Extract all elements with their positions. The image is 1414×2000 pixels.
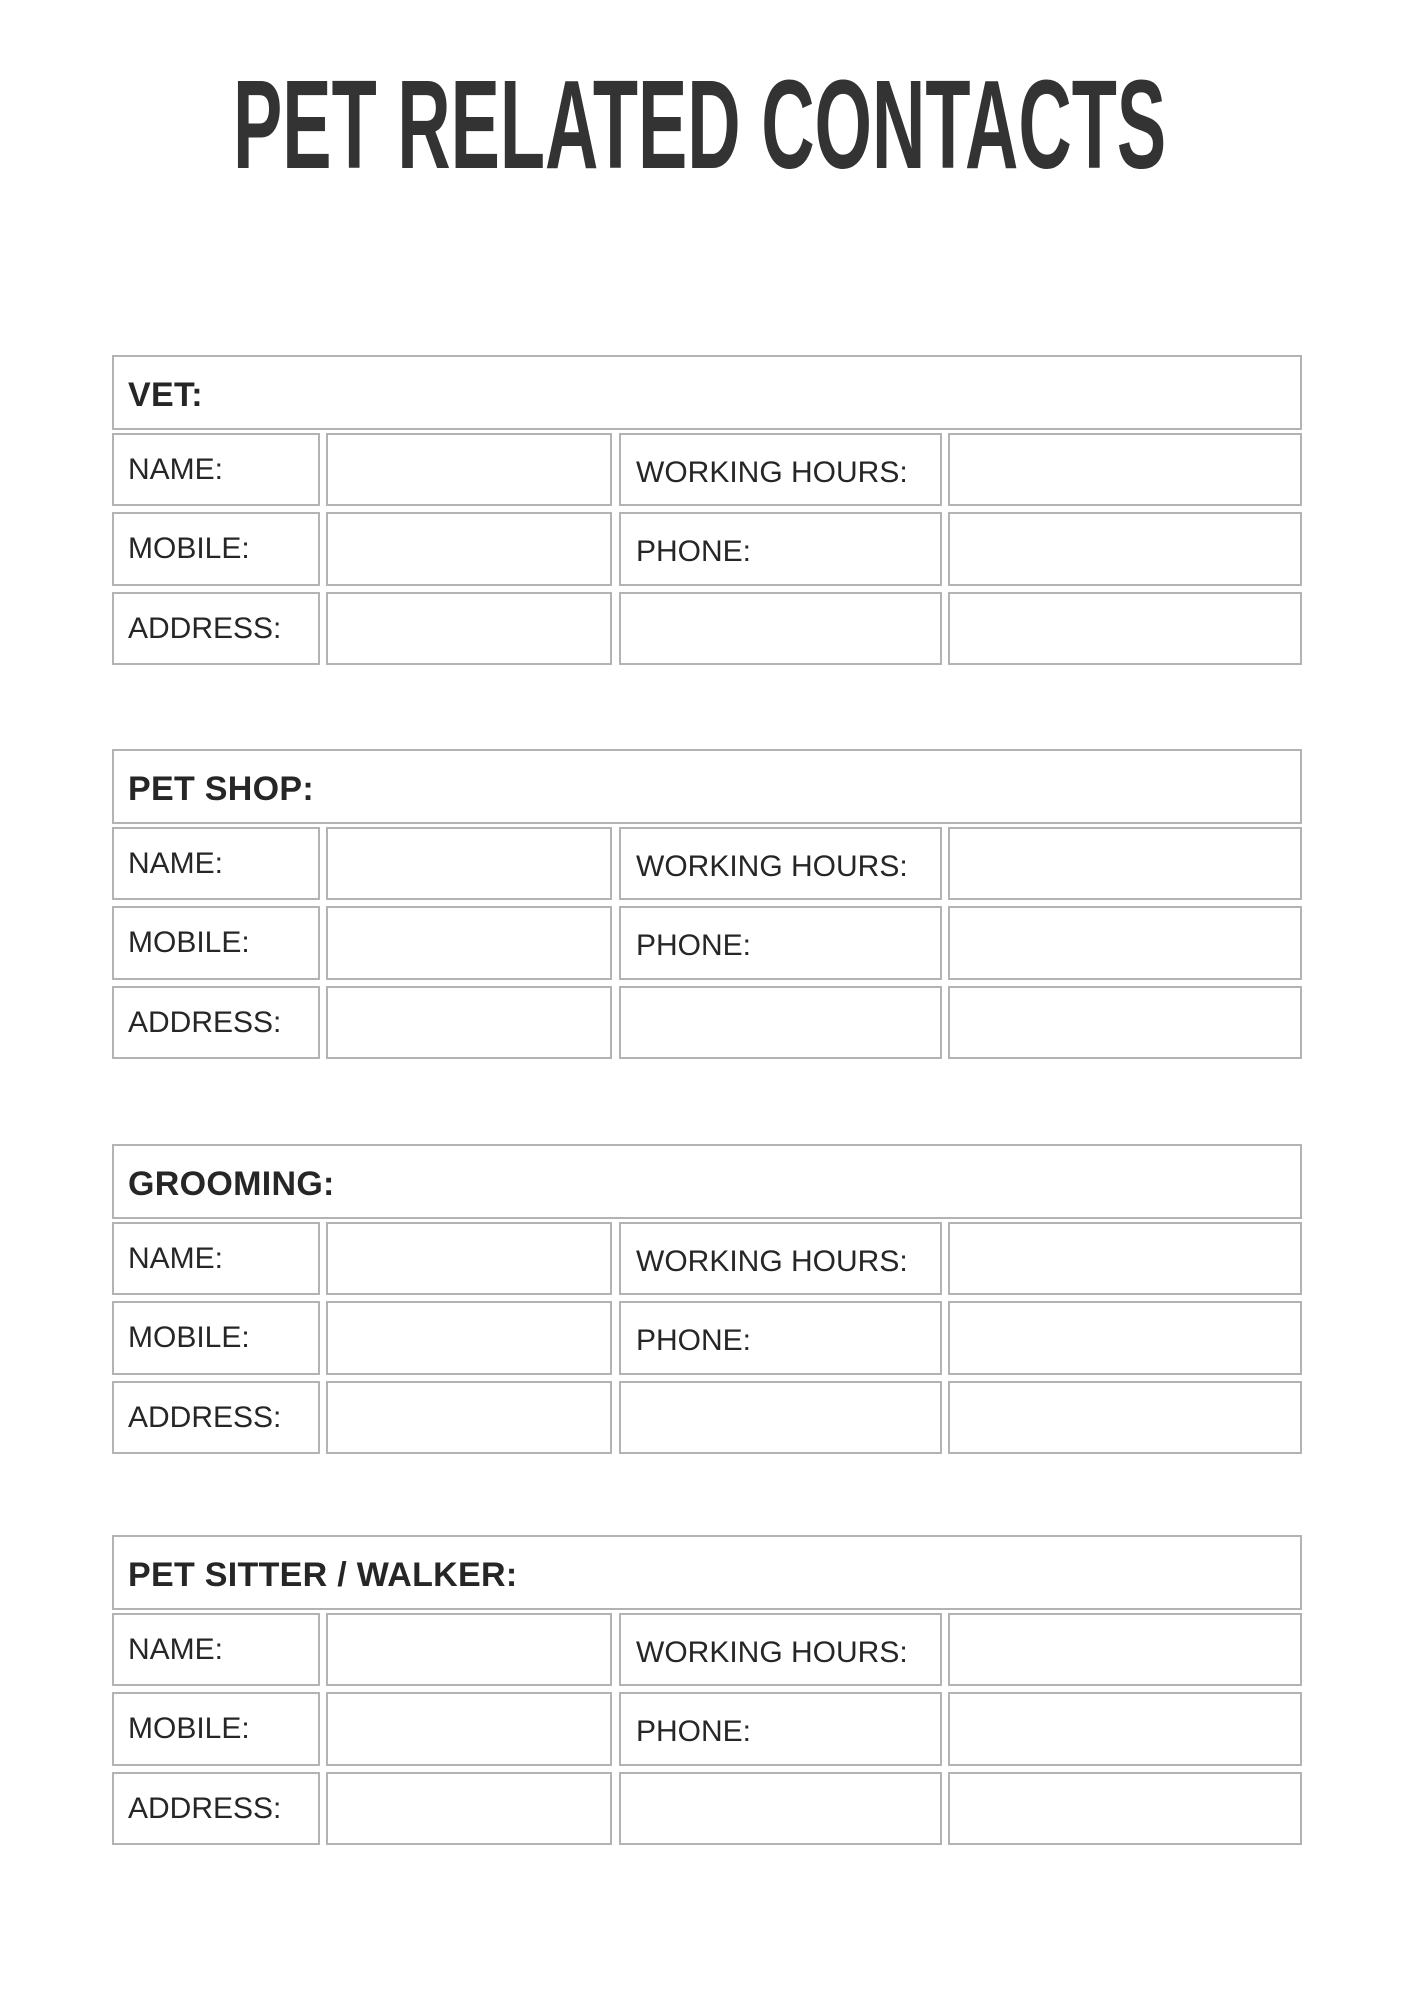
mobile-label-cell (112, 906, 320, 980)
phone-label: PHONE: (636, 929, 752, 962)
address-field-extra-right[interactable] (948, 592, 1302, 665)
section-heading: PET SHOP: (128, 770, 314, 808)
phone-label-cell (619, 512, 942, 586)
mobile-field[interactable] (326, 906, 612, 980)
working-hours-label: WORKING HOURS: (636, 1636, 908, 1669)
page-title-container (233, 54, 1167, 195)
address-label-cell (112, 592, 320, 665)
section-header (112, 749, 1302, 824)
phone-label: PHONE: (636, 1715, 752, 1748)
phone-field[interactable] (948, 1301, 1302, 1375)
mobile-label: MOBILE: (128, 1712, 250, 1745)
phone-label: PHONE: (636, 535, 752, 568)
working-hours-field[interactable] (948, 1613, 1302, 1686)
name-label-cell (112, 1222, 320, 1295)
name-label: NAME: (128, 1242, 224, 1275)
address-label: ADDRESS: (128, 1792, 282, 1825)
mobile-label-cell (112, 1301, 320, 1375)
address-label: ADDRESS: (128, 1401, 282, 1434)
mobile-field[interactable] (326, 1301, 612, 1375)
page-title: PET RELATED CONTACTS (233, 54, 1167, 195)
name-label: NAME: (128, 847, 224, 880)
working-hours-label-cell (619, 827, 942, 900)
contact-section-grooming (112, 1144, 1302, 1454)
phone-field[interactable] (948, 512, 1302, 586)
phone-label: PHONE: (636, 1324, 752, 1357)
contact-section-pet-shop (112, 749, 1302, 1059)
name-label: NAME: (128, 453, 224, 486)
name-field[interactable] (326, 433, 612, 506)
mobile-label: MOBILE: (128, 926, 250, 959)
name-field[interactable] (326, 1613, 612, 1686)
name-label-cell (112, 1613, 320, 1686)
address-field-extra-left[interactable] (619, 1381, 942, 1454)
mobile-label: MOBILE: (128, 1321, 250, 1354)
working-hours-label-cell (619, 1613, 942, 1686)
address-label: ADDRESS: (128, 1006, 282, 1039)
working-hours-label: WORKING HOURS: (636, 1245, 908, 1278)
address-field[interactable] (326, 1381, 612, 1454)
address-label-cell (112, 1772, 320, 1845)
address-field[interactable] (326, 986, 612, 1059)
phone-field[interactable] (948, 906, 1302, 980)
section-header (112, 1144, 1302, 1219)
section-header (112, 1535, 1302, 1610)
address-field[interactable] (326, 592, 612, 665)
contact-section-pet-sitter-walker (112, 1535, 1302, 1845)
address-label-cell (112, 986, 320, 1059)
address-label-cell (112, 1381, 320, 1454)
phone-label-cell (619, 1692, 942, 1766)
name-field[interactable] (326, 1222, 612, 1295)
mobile-label: MOBILE: (128, 532, 250, 565)
working-hours-label: WORKING HOURS: (636, 850, 908, 883)
phone-label-cell (619, 906, 942, 980)
address-field-extra-right[interactable] (948, 1381, 1302, 1454)
section-heading: GROOMING: (128, 1165, 335, 1203)
name-label: NAME: (128, 1633, 224, 1666)
contact-section-vet (112, 355, 1302, 665)
address-field-extra-left[interactable] (619, 986, 942, 1059)
address-field[interactable] (326, 1772, 612, 1845)
address-field-extra-left[interactable] (619, 592, 942, 665)
mobile-field[interactable] (326, 1692, 612, 1766)
working-hours-field[interactable] (948, 827, 1302, 900)
phone-label-cell (619, 1301, 942, 1375)
working-hours-field[interactable] (948, 1222, 1302, 1295)
working-hours-label-cell (619, 1222, 942, 1295)
working-hours-label-cell (619, 433, 942, 506)
mobile-label-cell (112, 512, 320, 586)
address-field-extra-right[interactable] (948, 1772, 1302, 1845)
address-label: ADDRESS: (128, 612, 282, 645)
section-heading: PET SITTER / WALKER: (128, 1556, 518, 1594)
section-heading: VET: (128, 376, 203, 414)
address-field-extra-left[interactable] (619, 1772, 942, 1845)
working-hours-label: WORKING HOURS: (636, 456, 908, 489)
mobile-field[interactable] (326, 512, 612, 586)
phone-field[interactable] (948, 1692, 1302, 1766)
mobile-label-cell (112, 1692, 320, 1766)
address-field-extra-right[interactable] (948, 986, 1302, 1059)
working-hours-field[interactable] (948, 433, 1302, 506)
name-field[interactable] (326, 827, 612, 900)
name-label-cell (112, 433, 320, 506)
section-header (112, 355, 1302, 430)
name-label-cell (112, 827, 320, 900)
